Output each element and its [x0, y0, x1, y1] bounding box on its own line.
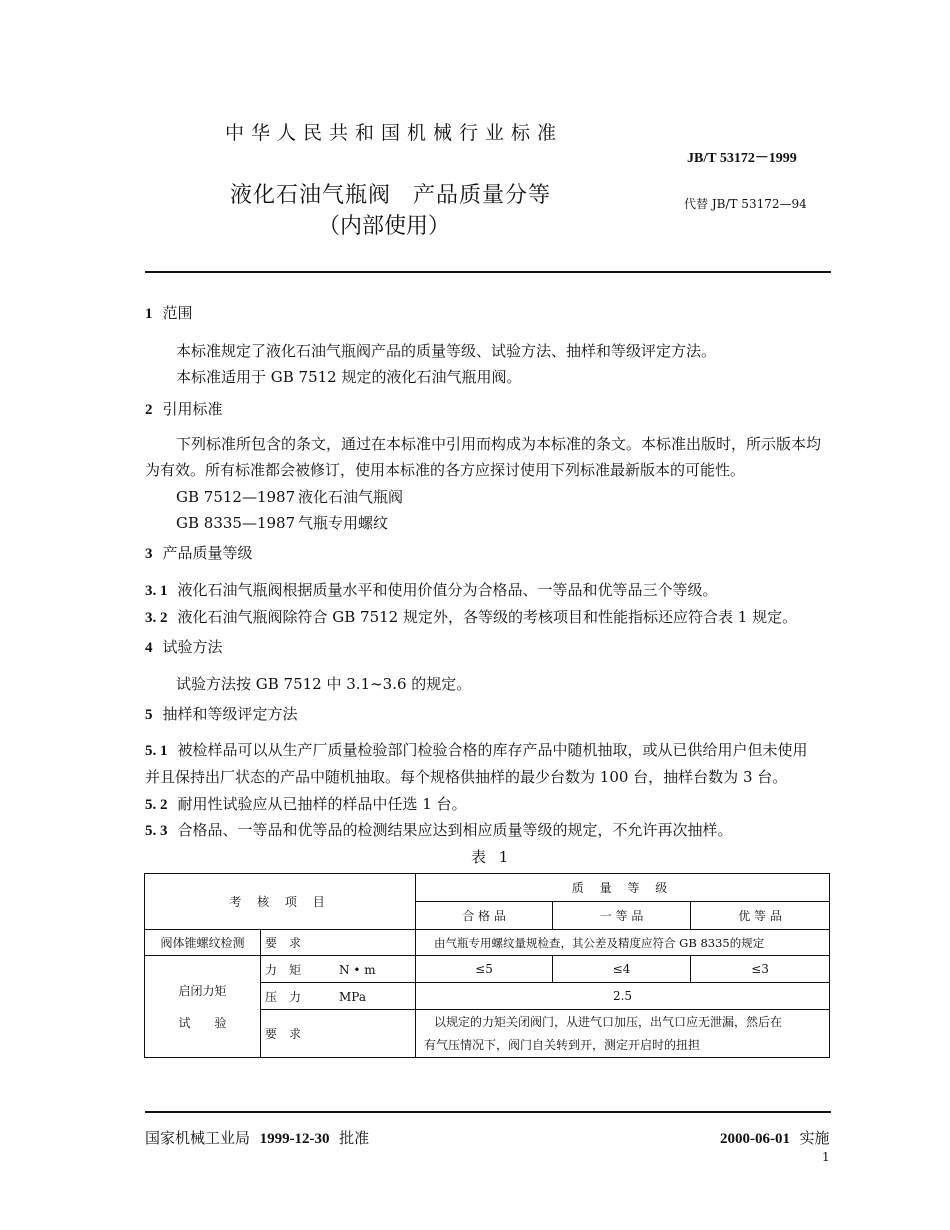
document-title	[230, 178, 551, 209]
approval-info: 国家机械工业局 1999-12-30 批准	[145, 1129, 370, 1147]
row-pressure-sub: 压 力 MPa	[261, 983, 416, 1010]
footer-divider	[145, 1111, 831, 1113]
clause-5-3: 5. 3 合格品、一等品和优等品的检测结果应达到相应质量等级的规定，不允许再次抽样。	[145, 821, 733, 839]
title-part-1: 液化石油气瓶阀	[230, 183, 392, 208]
pressure-value: 2.5	[416, 983, 830, 1010]
page-number: 1	[822, 1150, 830, 1164]
replaces-note: 代替 JB/T 53172—94	[684, 197, 807, 211]
section-1-para-2: 本标准适用于 GB 7512 规定的液化石油气瓶用阀。	[176, 368, 522, 386]
section-1-heading: 1 范围	[145, 304, 193, 322]
clause-3-2: 3. 2 液化石油气瓶阀除符合 GB 7512 规定外，各等级的考核项目和性能指标还应符合表 1 规定。	[145, 608, 798, 626]
section-3-heading: 3 产品质量等级	[145, 544, 253, 562]
row-thread-sub: 要 求	[261, 930, 416, 956]
title-part-2: 产品质量分等	[413, 183, 552, 208]
header-divider	[145, 271, 831, 273]
reference-2: GB 8335—1987 气瓶专用螺纹	[176, 514, 389, 532]
table-caption: 表 1	[471, 848, 513, 866]
row-torque-sub: 力 矩 N • m	[261, 956, 416, 983]
clause-5-1-line-1: 5. 1 被检样品可以从生产厂质量检验部门检验合格的库存产品中随机抽取，或从已供给用户但未使用	[145, 741, 808, 759]
clause-5-1-line-2: 并且保持出厂状态的产品中随机抽取。每个规格供抽样的最少台数为 100 台，抽样台数为 3 台。	[145, 768, 788, 786]
torque-superior: ≤3	[691, 956, 830, 983]
section-4-heading: 4 试验方法	[145, 638, 223, 656]
document-subtitle: （内部使用）	[318, 214, 451, 239]
header-grade: 质 量 等 级	[416, 874, 830, 902]
clause-3-1: 3. 1 液化石油气瓶阀根据质量水平和使用价值分为合格品、一等品和优等品三个等级。	[145, 581, 718, 599]
row-thread-item: 阀体锥螺纹检测	[145, 930, 261, 956]
grade-superior: 优 等 品	[691, 902, 830, 930]
standard-category: 中华人民共和国机械行业标准	[225, 122, 564, 144]
torque-qualified: ≤5	[416, 956, 553, 983]
row-requirement-sub: 要 求	[261, 1010, 416, 1058]
section-1-para-1: 本标准规定了液化石油气瓶阀产品的质量等级、试验方法、抽样和等级评定方法。	[176, 342, 717, 360]
section-2-para-line-1: 下列标准所包含的条文，通过在本标准中引用而构成为本标准的条文。本标准出版时，所示版本均	[176, 435, 822, 453]
standard-number: JB/T 53172－1999	[687, 151, 797, 166]
torque-first-class: ≤4	[553, 956, 691, 983]
grade-qualified: 合 格 品	[416, 902, 553, 930]
section-5-heading: 5 抽样和等级评定方法	[145, 705, 298, 723]
reference-1: GB 7512—1987 液化石油气瓶阀	[176, 488, 404, 506]
quality-grade-table	[144, 873, 830, 1058]
requirement-text: 以规定的力矩关闭阀门，从进气口加压，出气口应无泄漏，然后在 有气压情况下，阀门自关转到开，测定开启时的扭担	[416, 1010, 830, 1058]
clause-5-2: 5. 2 耐用性试验应从已抽样的样品中任选 1 台。	[145, 795, 467, 813]
section-4-para: 试验方法按 GB 7512 中 3.1~3.6 的规定。	[176, 675, 472, 693]
header-item: 考 核 项 目	[145, 874, 416, 930]
grade-first-class: 一 等 品	[553, 902, 691, 930]
effective-info: 2000-06-01 实施	[720, 1129, 830, 1147]
section-2-para-line-2: 为有效。所有标准都会被修订，使用本标准的各方应探讨使用下列标准最新版本的可能性。	[145, 461, 746, 479]
row-torque-group: 启闭力矩 试 验	[145, 956, 261, 1058]
row-thread-value: 由气瓶专用螺纹量规检查，其公差及精度应符合 GB 8335的规定	[416, 930, 830, 956]
section-2-heading: 2 引用标准	[145, 400, 223, 418]
